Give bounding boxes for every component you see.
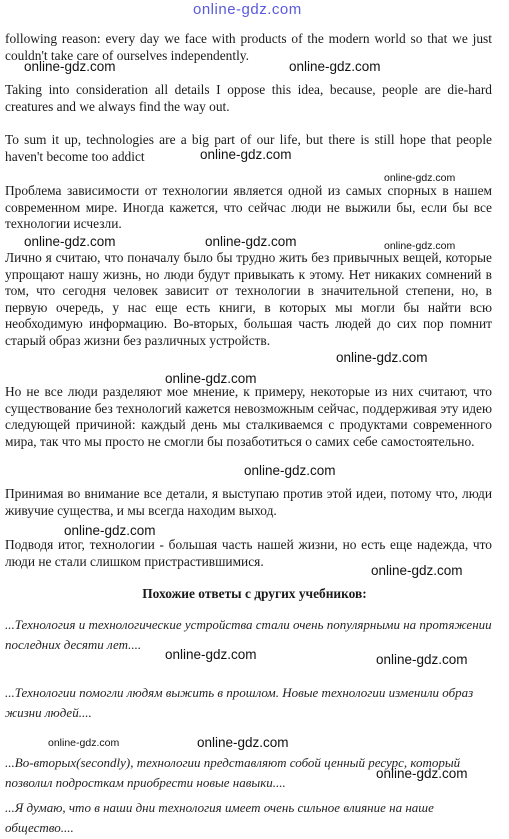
watermark: online-gdz.com (336, 350, 428, 365)
paragraph-en-3: To sum it up, technologies are a big part of our life, but there is still hope that people haven't become too addict (5, 132, 492, 164)
paragraph-en-1: following reason: every day we face with products of the modern world so that we just couldn't take care of ourselves independently. (5, 31, 492, 63)
watermark: online-gdz.com (244, 463, 336, 478)
watermark: online-gdz.com (384, 240, 456, 252)
watermark: online-gdz.com (371, 563, 463, 578)
watermark: online-gdz.com (376, 652, 468, 667)
watermark: online-gdz.com (165, 371, 257, 386)
paragraph-ru-5: Подводя итог, технологии - большая часть нашей жизни, но есть еще надежда, что люди не стали слишком пристрастившимися. (5, 537, 492, 569)
paragraph-ru-2: Лично я считаю, что поначалу было бы трудно жить без привычных вещей, которые упрощают нашу жизнь, но люди будут привыкать к этому. Нет никаких сомнений в том, что сегодня человек зависит от технологии в значительной степени, но, в первую очередь, у нас еще есть книги, в которых мы могли бы найти всю необходимую информацию. Во-вторых, большая часть людей до сих пор помнит старый образ жизни без различных устройств. (5, 250, 492, 348)
similar-answer-link[interactable]: ...Я думаю, что в наши дни технология имеет очень сильное влияние на наше общество.... (5, 800, 434, 835)
watermark: online-gdz.com (200, 147, 292, 162)
similar-answer-link[interactable]: ...Во-вторых(secondly), технологии представляют собой ценный ресурс, который позволил подросткам приобрести новые навыки.... (5, 755, 461, 790)
paragraph-ru-1: Проблема зависимости от технологии является одной из самых спорных в нашем современном мире. Иногда кажется, что сейчас люди не выжили бы, если бы все технологии исчезли. (5, 183, 492, 231)
similar-answer-link[interactable]: ...Технология и технологические устройства стали очень популярными на протяжении последних десяти лет.... (5, 617, 492, 652)
similar-answer-link[interactable]: ...Технологии помогли людям выжить в прошлом. Новые технологии изменили образ жизни людей.... (5, 685, 474, 720)
paragraph-ru-3: Но не все люди разделяют мое мнение, к примеру, некоторые из них считают, что существование без технологий кажется невозможным сейчас, поддерживая эту идею следующей причиной: каждый день мы сталкиваемся с продуктами современного мира, так что мы просто не смогли бы позаботиться о самих себе самостоятельно. (5, 384, 492, 449)
watermark: online-gdz.com (64, 523, 156, 538)
similar-answers-heading: Похожие ответы с других учебников: (142, 586, 367, 601)
watermark: online-gdz.com (24, 59, 116, 74)
watermark: online-gdz.com (197, 735, 289, 750)
watermark: online-gdz.com (48, 737, 120, 749)
watermark: online-gdz.com (165, 647, 257, 662)
watermark: online-gdz.com (376, 766, 468, 781)
watermark: online-gdz.com (289, 59, 381, 74)
watermark: online-gdz.com (205, 234, 297, 249)
paragraph-ru-4: Принимая во внимание все детали, я выступаю против этой идеи, потому что, люди живучие существа, и мы всегда находим выход. (5, 486, 492, 518)
watermark: online-gdz.com (24, 234, 116, 249)
paragraph-en-2: Taking into consideration all details I oppose this idea, because, people are die-hard creatures and we always find the way out. (5, 82, 492, 114)
watermark-top: online-gdz.com (193, 1, 302, 18)
watermark: online-gdz.com (384, 172, 456, 184)
